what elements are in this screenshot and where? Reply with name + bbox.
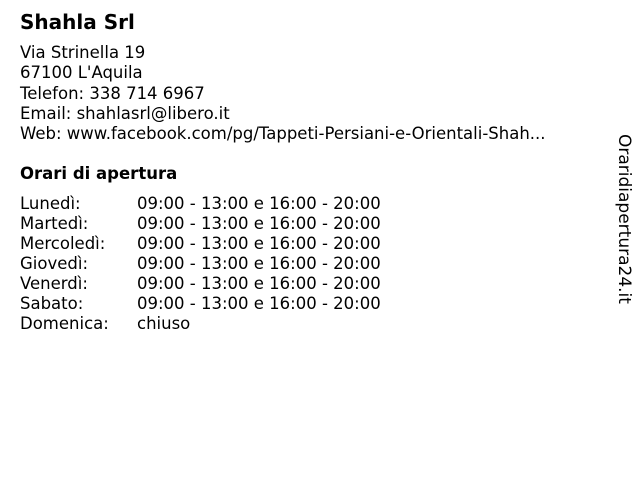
- address-block: [20, 43, 546, 144]
- website-link: Web: www.facebook.com/pg/Tappeti-Persiani-e-Orientali-Shah...: [20, 124, 546, 144]
- opening-hours-table: [20, 194, 381, 334]
- site-brand-text: Oraridiapertura24.it: [614, 134, 634, 304]
- hours-row-sunday: [20, 314, 381, 334]
- day-hours: 09:00 - 13:00 e 16:00 - 20:00: [137, 294, 381, 313]
- hours-row-saturday: [20, 294, 381, 314]
- day-hours: chiuso: [137, 314, 191, 333]
- hours-row-wednesday: [20, 234, 381, 254]
- hours-row-tuesday: [20, 214, 381, 234]
- opening-hours-title: Orari di apertura: [20, 164, 178, 183]
- day-hours: 09:00 - 13:00 e 16:00 - 20:00: [137, 194, 381, 213]
- day-hours: 09:00 - 13:00 e 16:00 - 20:00: [137, 234, 381, 253]
- phone-number: Telefon: 338 714 6967: [20, 83, 205, 103]
- day-hours: 09:00 - 13:00 e 16:00 - 20:00: [137, 254, 381, 273]
- day-label: Sabato:: [20, 294, 84, 313]
- day-label: Martedì:: [20, 214, 89, 233]
- email-address: Email: shahlasrl@libero.it: [20, 103, 230, 123]
- hours-row-monday: [20, 194, 381, 214]
- site-brand-vertical: [612, 134, 636, 309]
- day-label: Venerdì:: [20, 274, 88, 293]
- city-postal: 67100 L'Aquila: [20, 63, 143, 83]
- day-label: Lunedì:: [20, 194, 81, 213]
- day-label: Giovedì:: [20, 254, 88, 273]
- hours-row-thursday: [20, 254, 381, 274]
- day-label: Domenica:: [20, 314, 109, 333]
- day-hours: 09:00 - 13:00 e 16:00 - 20:00: [137, 274, 381, 293]
- business-name: Shahla Srl: [20, 10, 135, 34]
- day-hours: 09:00 - 13:00 e 16:00 - 20:00: [137, 214, 381, 233]
- hours-row-friday: [20, 274, 381, 294]
- street-address: Via Strinella 19: [20, 43, 146, 62]
- day-label: Mercoledì:: [20, 234, 106, 253]
